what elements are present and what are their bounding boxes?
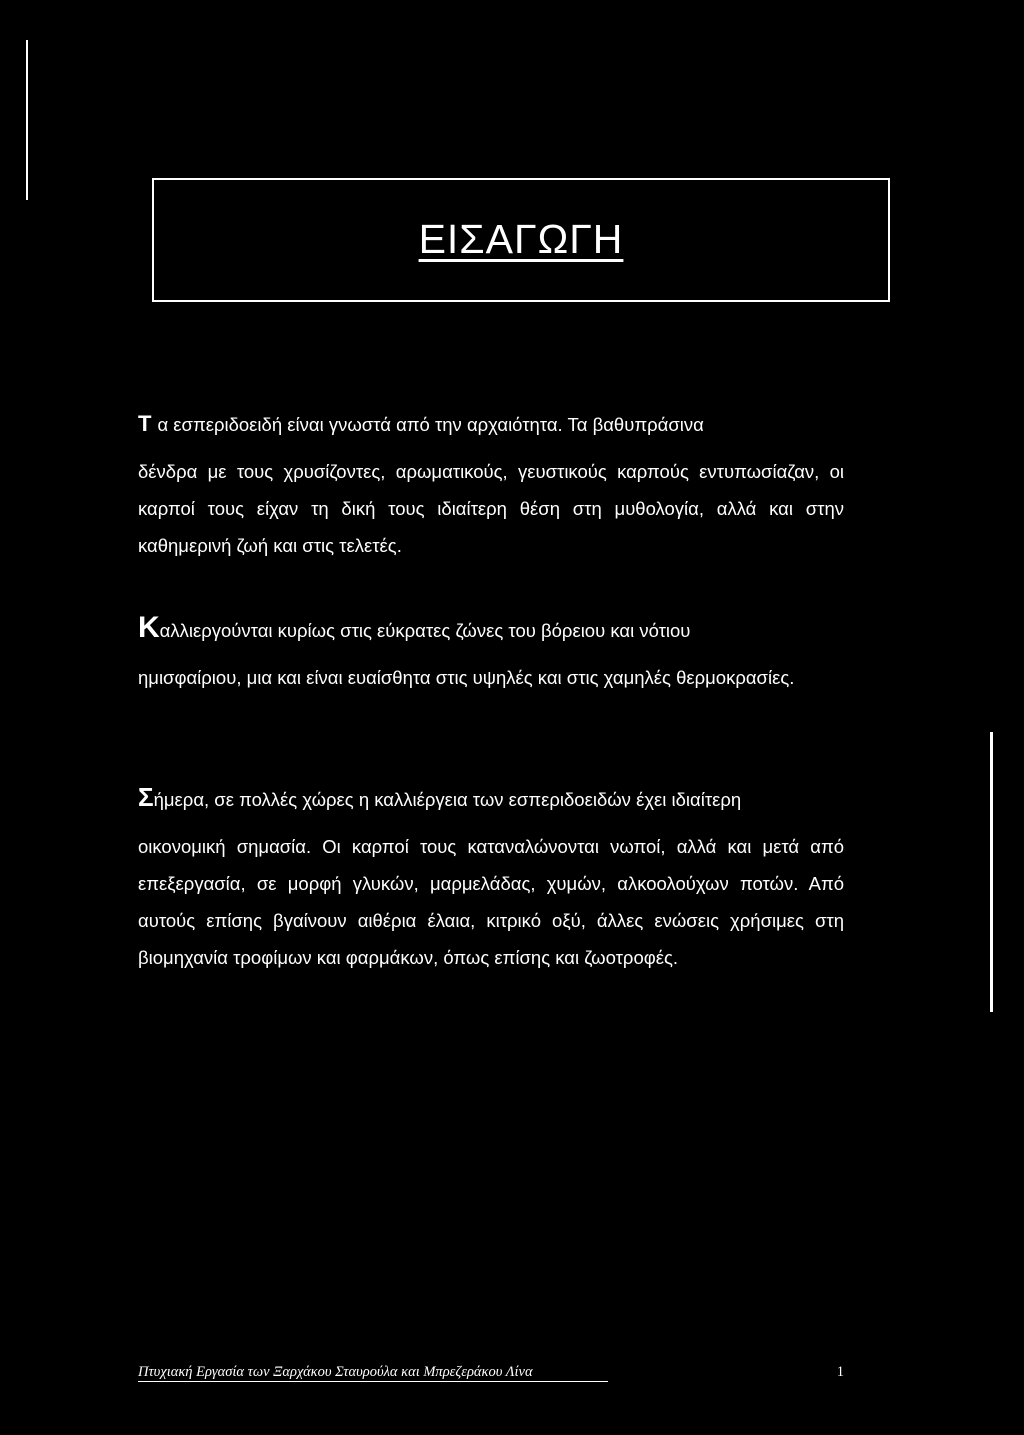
paragraph-3-first-line xyxy=(138,781,844,818)
paragraph-3-first-line-text: ήμερα, σε πολλές χώρες η καλλιέργεια των εσπεριδοειδών έχει ιδιαίτερη xyxy=(153,789,742,810)
page-title: ΕΙΣΑΓΩΓΗ xyxy=(418,216,624,262)
paragraph-2-first-line-text: αλλιεργούνται κυρίως στις εύκρατες ζώνες του βόρειου και νότιου xyxy=(159,620,691,641)
title-box-bottom-rule xyxy=(152,300,890,302)
scan-edge-mark-left xyxy=(26,40,28,200)
footer-underline xyxy=(138,1381,608,1382)
paragraph-3 xyxy=(138,781,844,976)
scan-edge-mark-right xyxy=(990,732,993,1012)
paragraph-3-dropcap: Σ xyxy=(138,782,154,812)
page-footer xyxy=(138,1364,844,1381)
footer-text: Πτυχιακή Εργασία των Ξαρχάκου Σταυρούλα και Μπρεζεράκου Λίνα xyxy=(138,1364,533,1380)
title-box xyxy=(152,178,890,302)
paragraph-2 xyxy=(138,612,844,696)
paragraph-3-body: οικονομική σημασία. Οι καρποί τους καταναλώνονται νωποί, αλλά και μετά από επεξεργασία, σε μορφή γλυκών, μαρμελάδας, χυμών, αλκοολούχων ποτών. Από αυτούς επίσης βγαίνουν αιθέρια έλαια, κιτρικό οξύ, άλλες ενώσεις χρήσιμες στη βιομηχανία τροφίμων και φαρμάκων, όπως επίσης και ζωοτροφές. xyxy=(138,836,844,968)
paragraph-1-dropcap: Τ xyxy=(138,411,152,436)
paragraph-1 xyxy=(138,405,844,564)
paragraph-2-body: ημισφαίριου, μια και είναι ευαίσθητα στις υψηλές και στις χαμηλές θερμοκρασίες. xyxy=(138,667,795,688)
paragraph-1-first-line-text: α εσπεριδοειδή είναι γνωστά από την αρχαιότητα. Τα βαθυπράσινα xyxy=(157,414,704,435)
paragraph-2-first-line xyxy=(138,612,844,649)
paragraph-1-first-line xyxy=(138,405,844,443)
paragraph-1-body: δένδρα με τους χρυσίζοντες, αρωματικούς, γευστικούς καρπούς εντυπωσίαζαν, οι καρποί τους είχαν τη δική τους ιδιαίτερη θέση στη μυθολογία, αλλά και στην καθημερινή ζωή και στις τελετές. xyxy=(138,461,844,556)
paragraph-2-dropcap: Κ xyxy=(138,611,160,644)
page-number: 1 xyxy=(836,1364,844,1380)
